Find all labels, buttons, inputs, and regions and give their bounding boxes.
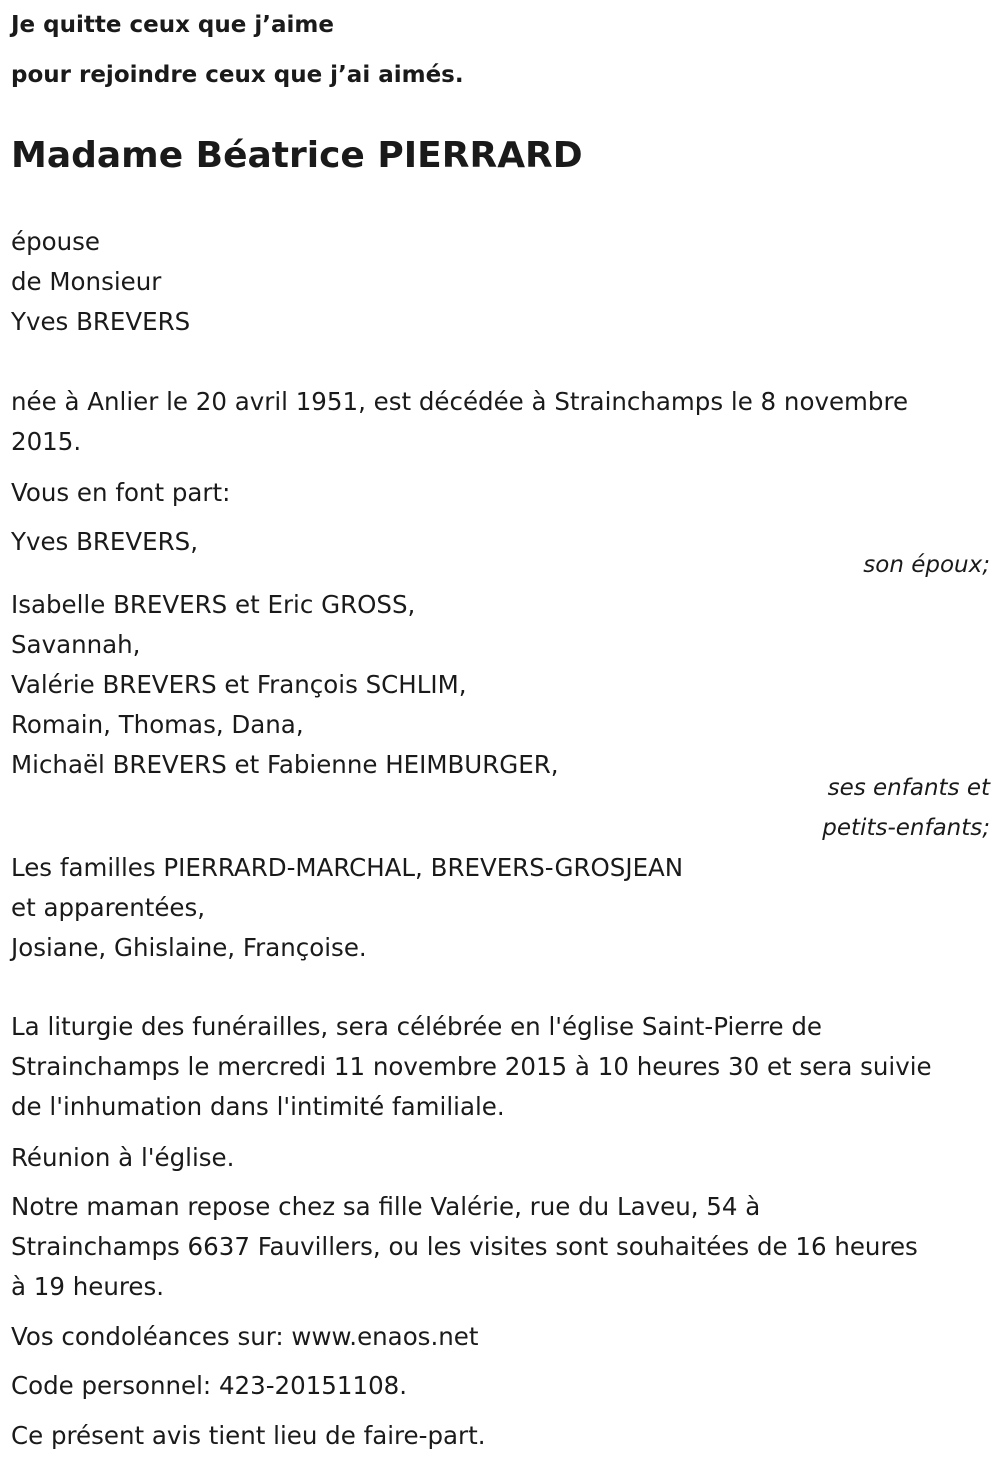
visitation-line-2: Strainchamps 6637 Fauvillers, ou les visites sont souhaitées de 16 heures [11, 1232, 918, 1261]
condolences-line: Vos condoléances sur: www.enaos.net [11, 1322, 479, 1351]
ceremony-line-3: de l'inhumation dans l'intimité familiale. [11, 1092, 505, 1121]
children-line-4: Romain, Thomas, Dana, [11, 710, 304, 739]
children-line-3: Valérie BREVERS et François SCHLIM, [11, 670, 467, 699]
visitation-line-3: à 19 heures. [11, 1272, 165, 1301]
ceremony-line-1: La liturgie des funérailles, sera célébrée en l'église Saint-Pierre de [11, 1012, 822, 1041]
birth-death-line-2: 2015. [11, 427, 82, 456]
meeting-place: Réunion à l'église. [11, 1143, 235, 1172]
deceased-name: Madame Béatrice PIERRARD [11, 135, 583, 176]
spouse-line-3: Yves BREVERS [11, 307, 191, 336]
spouse-line-2: de Monsieur [11, 267, 162, 296]
notice-line: Ce présent avis tient lieu de faire-part. [11, 1421, 486, 1450]
families-line-3: Josiane, Ghislaine, Françoise. [11, 933, 367, 962]
visitation-line-1: Notre maman repose chez sa fille Valérie, rue du Laveu, 54 à [11, 1192, 761, 1221]
children-line-5: Michaël BREVERS et Fabienne HEIMBURGER, [11, 750, 559, 779]
children-line-2: Savannah, [11, 630, 141, 659]
spouse-announcer: Yves BREVERS, [11, 527, 199, 556]
spouse-line-1: épouse [11, 227, 100, 256]
children-role-line-2: petits-enfants; [822, 815, 990, 841]
children-role-line-1: ses enfants et [827, 775, 990, 801]
personal-code: Code personnel: 423-20151108. [11, 1371, 408, 1400]
quote-line-2: pour rejoindre ceux que j’ai aimés. [11, 62, 464, 88]
ceremony-line-2: Strainchamps le mercredi 11 novembre 2015 à 10 heures 30 et sera suivie [11, 1052, 932, 1081]
children-line-1: Isabelle BREVERS et Eric GROSS, [11, 590, 416, 619]
families-line-1: Les familles PIERRARD-MARCHAL, BREVERS-GROSJEAN [11, 853, 684, 882]
birth-death-line-1: née à Anlier le 20 avril 1951, est décédée à Strainchamps le 8 novembre [11, 387, 909, 416]
quote-line-1: Je quitte ceux que j’aime [11, 12, 334, 38]
spouse-role: son époux; [863, 552, 990, 578]
families-line-2: et apparentées, [11, 893, 206, 922]
announcers-intro: Vous en font part: [11, 478, 231, 507]
